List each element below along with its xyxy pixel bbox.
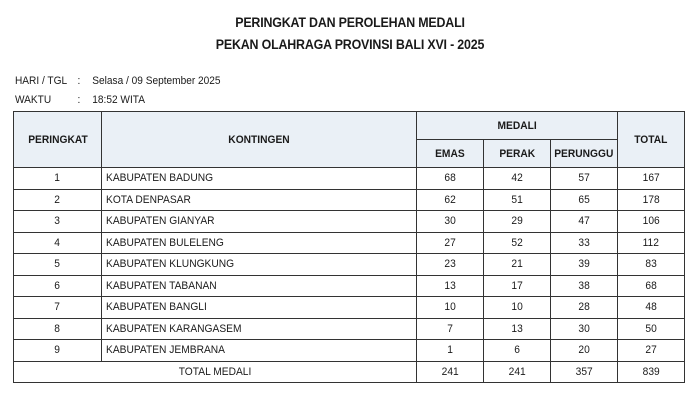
date-label: HARI / TGL [15,75,68,87]
contingent-cell: KABUPATEN GIANYAR [102,211,417,233]
contingent-cell: KOTA DENPASAR [102,189,417,211]
header-gold: EMAS [417,140,484,168]
bronze-cell: 28 [551,297,618,319]
gold-cell: 1 [417,340,484,362]
silver-cell: 51 [484,189,551,211]
rank-cell: 1 [14,168,102,190]
gold-cell: 68 [417,168,484,190]
contingent-cell: KABUPATEN BULELENG [102,232,417,254]
time-separator: : [77,94,81,106]
table-row [14,168,685,190]
gold-cell: 13 [417,275,484,297]
medal-standings-table [13,111,685,383]
gold-cell: 62 [417,189,484,211]
bronze-cell: 38 [551,275,618,297]
table-row [14,340,685,362]
gold-cell: 27 [417,232,484,254]
table-row [14,254,685,276]
date-row [15,75,221,87]
silver-cell: 42 [484,168,551,190]
total-cell: 27 [618,340,685,362]
total-cell: 112 [618,232,685,254]
rank-cell: 6 [14,275,102,297]
silver-cell: 52 [484,232,551,254]
rank-cell: 3 [14,211,102,233]
table-row [14,232,685,254]
header-silver: PERAK [484,140,551,168]
total-cell: 50 [618,318,685,340]
gold-cell: 30 [417,211,484,233]
table-row [14,189,685,211]
total-cell: 48 [618,297,685,319]
header-contingent: KONTINGEN [102,112,417,168]
gold-cell: 10 [417,297,484,319]
table-row [14,297,685,319]
header-rank: PERINGKAT [14,112,102,168]
table-row [14,318,685,340]
bronze-cell: 65 [551,189,618,211]
gold-cell: 23 [417,254,484,276]
silver-cell: 13 [484,318,551,340]
date-separator: : [77,75,81,87]
contingent-cell: KABUPATEN JEMBRANA [102,340,417,362]
grand-total-cell: 839 [618,361,685,383]
bronze-cell: 39 [551,254,618,276]
total-label-cell: TOTAL MEDALI [14,361,417,383]
gold-cell: 7 [417,318,484,340]
silver-cell: 21 [484,254,551,276]
contingent-cell: KABUPATEN BANGLI [102,297,417,319]
table-total-row [14,361,685,383]
contingent-cell: KABUPATEN KLUNGKUNG [102,254,417,276]
time-value: 18:52 WITA [92,94,145,106]
bronze-cell: 57 [551,168,618,190]
bronze-cell: 47 [551,211,618,233]
rank-cell: 9 [14,340,102,362]
silver-cell: 17 [484,275,551,297]
rank-cell: 7 [14,297,102,319]
time-label: WAKTU [15,94,52,106]
header-total: TOTAL [618,112,685,168]
silver-cell: 10 [484,297,551,319]
table-row [14,211,685,233]
header-bronze: PERUNGGU [551,140,618,168]
rank-cell: 2 [14,189,102,211]
contingent-cell: KABUPATEN TABANAN [102,275,417,297]
bronze-cell: 33 [551,232,618,254]
total-cell: 68 [618,275,685,297]
total-cell: 106 [618,211,685,233]
time-row [15,94,145,106]
bronze-cell: 30 [551,318,618,340]
total-bronze-cell: 357 [551,361,618,383]
page-title: PERINGKAT DAN PEROLEHAN MEDALI [235,15,465,30]
page-subtitle: PEKAN OLAHRAGA PROVINSI BALI XVI - 2025 [215,37,485,52]
contingent-cell: KABUPATEN BADUNG [102,168,417,190]
total-cell: 178 [618,189,685,211]
total-cell: 83 [618,254,685,276]
total-silver-cell: 241 [484,361,551,383]
total-cell: 167 [618,168,685,190]
silver-cell: 6 [484,340,551,362]
total-gold-cell: 241 [417,361,484,383]
table-row [14,275,685,297]
rank-cell: 8 [14,318,102,340]
date-value: Selasa / 09 September 2025 [92,75,221,87]
header-medals-group: MEDALI [417,112,618,140]
contingent-cell: KABUPATEN KARANGASEM [102,318,417,340]
rank-cell: 4 [14,232,102,254]
silver-cell: 29 [484,211,551,233]
rank-cell: 5 [14,254,102,276]
bronze-cell: 20 [551,340,618,362]
